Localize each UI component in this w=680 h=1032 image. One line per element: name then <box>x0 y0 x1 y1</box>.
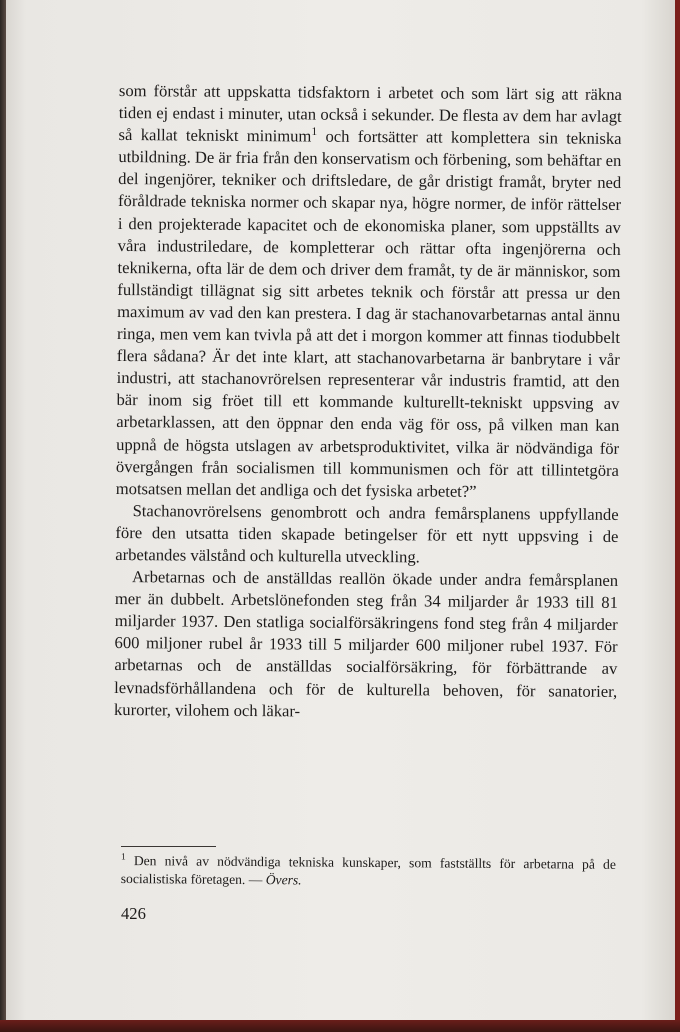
paragraph-1-continued: och fortsätter att komplettera sin tekniska utbildning. De är fria från den konservatism och förbening, som behäftar en del ingenjörer, tekniker och driftsledare, de går dristigt framåt, bryter ned föråldrade tekniska normer och skapar nya, högre normer, de inför rättelser i den projekterade kapacitet och de ekonomiska planer, som uppställts av våra industriledare, de kompletterar och rättar ofta ingenjörerna och teknikerna, ofta lär de dem och driver dem framåt, ty de är människor, som fullständigt tillägnat sig sitt arbetes teknik och förstår att pressa ur den maximum av vad den kan prestera. I dag är stachanovarbetarnas antal ännu ringa, men vem kan tvivla på att det i morgon kommer att finnas tiodubbelt flera sådana? Är det inte klart, att stachanovarbetarna är banbrytare i vår industri, att stachanovrörelsen representerar vår industris framtid, att den bär inom sig fröet till ett kommande kulturellt-tekniskt uppsving av arbetarklassen, att den öppnar den enda väg för oss, på vilken man kan uppnå de högsta utslagen av arbetsproduktivitet, vilka är nödvändiga för övergången från socialismen till kommunismen och för att tillintetgöra motsatsen mellan det andliga och det fysiska arbetet?” <box>115 126 622 501</box>
paragraph-2: Stachanovrörelsens genombrott och andra femårsplanens uppfyllande före den utsatta tiden skapade betingelser för ett nytt uppsving i de arbetandes välstånd och kulturella utveckling. <box>115 500 619 567</box>
paragraph-1-text: som förstår att uppskatta tidsfaktorn i arbetet och som lärt sig att räkna tiden ej endast i minuter, utan också i sekunder. De flesta av dem har avlagt så kallat tekniskt minimum <box>118 80 622 146</box>
footnote-text: Den nivå av nödvändiga tekniska kunskaper, som fastställts för arbetarna på de socialistiska företagen. — <box>120 853 616 888</box>
footnote-rule <box>121 846 216 847</box>
paragraph-3: Arbetarnas och de anställdas reallön ökade under andra femårsplanen mer än dubbelt. Arbetslönefonden steg från 34 miljarder år 1933 till 81 miljarder 1937. Den statliga socialförsäkringens fond steg från 4 miljarder 600 miljoner rubel år 1933 till 5 miljarder 600 miljoner rubel 1937. För arbetarnas och de anställdas socialförsäkring, för förbättrande av levnadsförhållandena och för de kulturella behoven, för sanatorier, kurorter, vilohem och läkar- <box>113 567 619 721</box>
footnote-marker: 1 <box>120 852 126 863</box>
page-number: 426 <box>121 904 146 923</box>
footnote-reference: 1 <box>311 125 318 139</box>
body-text <box>114 80 622 725</box>
footnote <box>121 852 616 892</box>
book-cover-bottom <box>0 1020 680 1032</box>
footnote-signature: Övers. <box>265 872 302 888</box>
book-cover-edge <box>675 0 680 1032</box>
paragraph-1 <box>116 80 622 504</box>
